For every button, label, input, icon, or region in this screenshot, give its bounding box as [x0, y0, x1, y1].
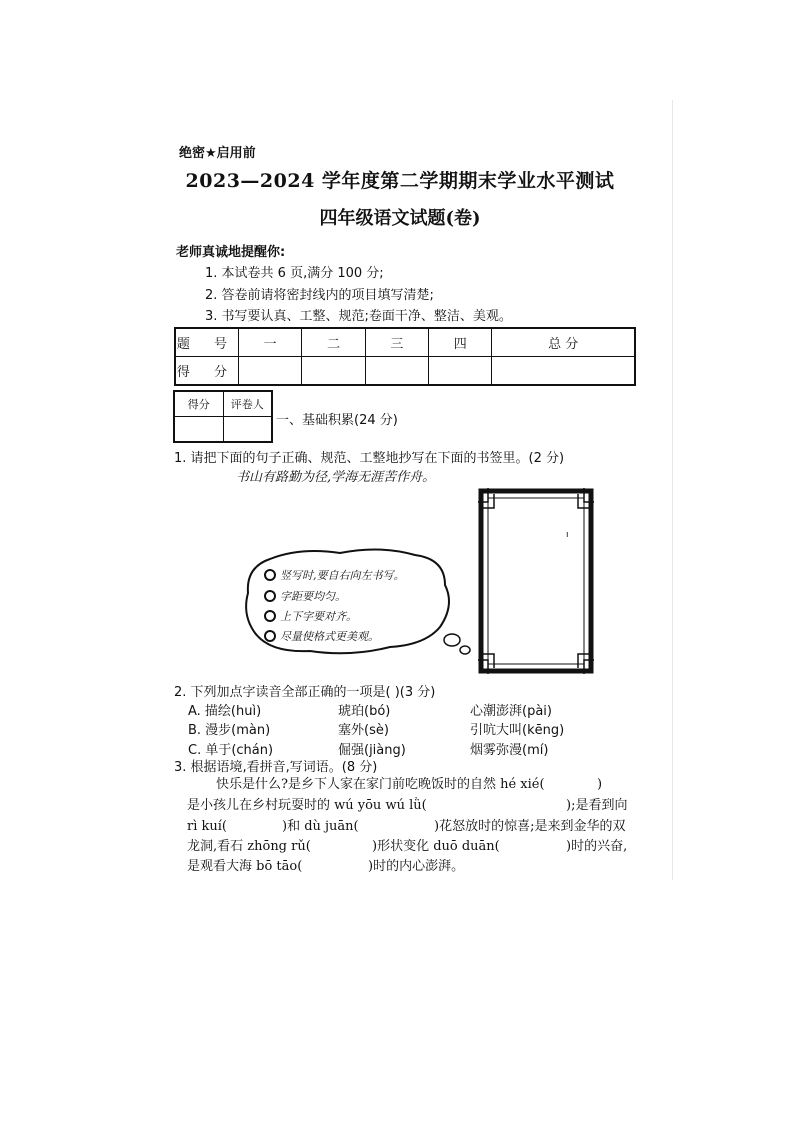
question-3-prompt: 3. 根据语境,看拼音,写词语。(8 分)	[174, 760, 378, 775]
bullet-circle-icon	[264, 569, 276, 581]
score-cell-part2: 二	[302, 328, 365, 357]
tip-item: 上下字要对齐。	[264, 608, 357, 624]
passage-line: 快乐是什么?是乡下人家在家门前吃晚饭时的自然 hé xié(	[216, 777, 545, 792]
score-cell-part3: 三	[365, 328, 428, 357]
passage-line: 是小孩儿在乡村玩耍时的 wú yōu wú lǜ(	[187, 798, 427, 813]
grader-score-input[interactable]	[174, 417, 223, 443]
passage-line: 是观看大海 bō tāo(	[187, 859, 303, 874]
passage-line: rì kuí(	[187, 819, 227, 834]
score-cell-part1: 一	[239, 328, 302, 357]
passage-line: )	[597, 777, 603, 792]
tip-item: 字距要均匀。	[264, 588, 346, 604]
exam-subtitle: 四年级语文试题(卷)	[319, 208, 481, 229]
passage-line: )时的兴奋,	[566, 839, 628, 854]
question-1-sentence: 书山有路勤为径,学海无涯苦作舟。	[236, 470, 436, 485]
option-a-word3: 心潮澎湃(pài)	[470, 704, 552, 719]
tips-thought-bubble	[240, 545, 485, 665]
passage-line: );是看到向	[566, 798, 628, 813]
confidential-label: 绝密★启用前	[179, 146, 256, 161]
bookmark-mark: ı	[566, 530, 569, 540]
reminder-heading: 老师真诚地提醒你:	[176, 245, 286, 260]
option-a-word2: 琥珀(bó)	[338, 704, 391, 719]
reminder-item: 2. 答卷前请将密封线内的项目填写清楚;	[205, 288, 434, 303]
passage-line: )时的内心澎湃。	[368, 859, 465, 874]
passage-line: )和 dù juān(	[282, 819, 359, 834]
option-c-word3: 烟雾弥漫(mí)	[470, 743, 549, 758]
score-table-score-row	[175, 357, 635, 386]
grader-name-input[interactable]	[223, 417, 272, 443]
bullet-circle-icon	[264, 630, 276, 642]
bullet-circle-icon	[264, 610, 276, 622]
question-2-prompt: 2. 下列加点字读音全部正确的一项是( )(3 分)	[174, 685, 436, 700]
tip-item: 尽量使格式更美观。	[264, 628, 379, 644]
reminder-item: 1. 本试卷共 6 页,满分 100 分;	[205, 266, 384, 281]
passage-line: )形状变化 duō duān(	[372, 839, 500, 854]
option-a-word1[interactable]: A. 描绘(huì)	[188, 704, 262, 719]
option-c-word2: 倔强(jiàng)	[338, 743, 406, 758]
bookmark-frame[interactable]	[478, 488, 594, 674]
grader-name-label: 评卷人	[223, 391, 272, 417]
bullet-circle-icon	[264, 590, 276, 602]
score-input-part2[interactable]	[302, 357, 365, 386]
option-b-word1[interactable]: B. 漫步(màn)	[188, 723, 271, 738]
score-row-label: 得 分	[175, 357, 239, 386]
score-cell-label: 题 号	[175, 328, 239, 357]
score-input-part1[interactable]	[239, 357, 302, 386]
passage-line: 龙洞,看石 zhōng rǔ(	[187, 839, 311, 854]
score-input-total[interactable]	[492, 357, 635, 386]
question-1-prompt: 1. 请把下面的句子正确、规范、工整地抄写在下面的书签里。(2 分)	[174, 451, 565, 466]
section-one-title: 一、基础积累(24 分)	[276, 413, 398, 428]
tip-item: 竖写时,要自右向左书写。	[264, 567, 405, 583]
option-c-word1[interactable]: C. 单于(chán)	[188, 743, 274, 758]
page-edge-line	[672, 100, 673, 880]
option-b-word2: 塞外(sè)	[338, 723, 389, 738]
score-input-part3[interactable]	[365, 357, 428, 386]
grader-box	[173, 390, 273, 443]
score-cell-part4: 四	[429, 328, 492, 357]
score-table-header-row	[175, 328, 635, 357]
reminder-item: 3. 书写要认真、工整、规范;卷面干净、整洁、美观。	[205, 309, 512, 324]
option-b-word3: 引吭大叫(kēng)	[470, 723, 565, 738]
passage-line: )花怒放时的惊喜;是来到金华的双	[434, 819, 626, 834]
grader-score-label: 得分	[174, 391, 223, 417]
score-table	[174, 327, 636, 386]
score-cell-total: 总 分	[492, 328, 635, 357]
exam-title: 2023—2024 学年度第二学期期末学业水平测试	[185, 170, 615, 192]
score-input-part4[interactable]	[429, 357, 492, 386]
